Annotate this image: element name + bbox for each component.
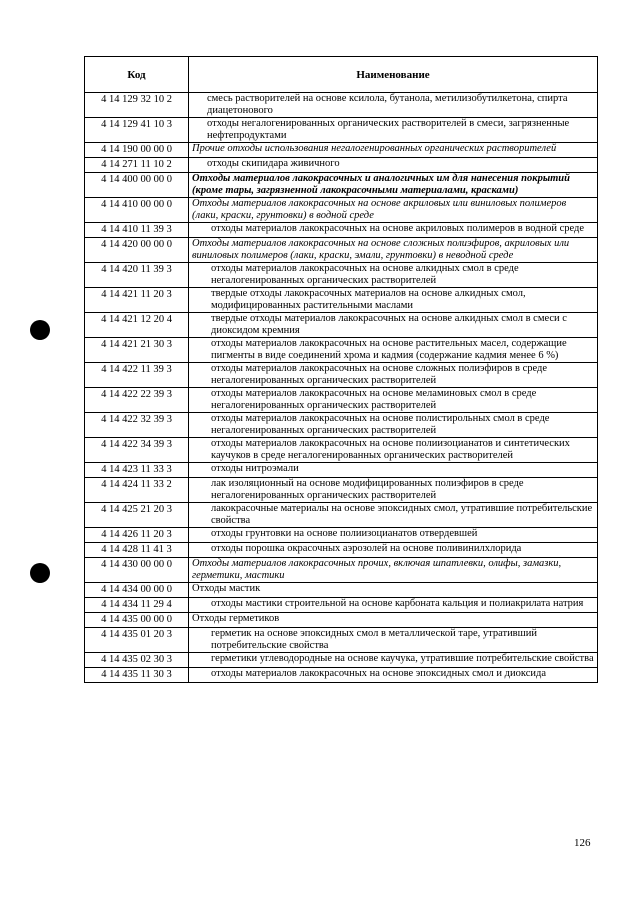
table-row (85, 598, 598, 613)
table-row (85, 463, 598, 478)
waste-name: отходы грунтовки на основе полиизоцианатов отвердевшей (189, 528, 598, 543)
waste-code: 4 14 420 11 39 3 (85, 263, 189, 288)
table-row (85, 158, 598, 173)
waste-code: 4 14 421 11 20 3 (85, 288, 189, 313)
table-row (85, 198, 598, 223)
table-row (85, 338, 598, 363)
page-number: 126 (574, 837, 591, 849)
table-row (85, 118, 598, 143)
waste-name: Отходы материалов лакокрасочных прочих, включая шпатлевки, олифы, замазки, герметики, мастики (189, 558, 598, 583)
waste-code: 4 14 410 00 00 0 (85, 198, 189, 223)
waste-name: отходы нитроэмали (189, 463, 598, 478)
waste-name: отходы материалов лакокрасочных на основе эпоксидных смол и диоксида (189, 668, 598, 683)
table-row (85, 543, 598, 558)
waste-code: 4 14 435 01 20 3 (85, 628, 189, 653)
waste-name: отходы скипидара живичного (189, 158, 598, 173)
table-row (85, 653, 598, 668)
waste-code: 4 14 434 11 29 4 (85, 598, 189, 613)
waste-name: Прочие отходы использования негалогенированных органических растворителей (189, 143, 598, 158)
table-row (85, 613, 598, 628)
table-row (85, 558, 598, 583)
waste-name: Отходы материалов лакокрасочных на основе сложных полиэфиров, акриловых или виниловых полимеров (лаки, краски, эмали, грунтовки) в неводной среде (189, 238, 598, 263)
table-header-row (85, 57, 598, 93)
table-row (85, 438, 598, 463)
waste-name: отходы мастики строительной на основе карбоната кальция и полиакрилата натрия (189, 598, 598, 613)
table-row (85, 528, 598, 543)
code-column-header: Код (85, 57, 189, 93)
table-row (85, 288, 598, 313)
waste-code: 4 14 423 11 33 3 (85, 463, 189, 478)
table-row (85, 668, 598, 683)
waste-code: 4 14 426 11 20 3 (85, 528, 189, 543)
table-row (85, 628, 598, 653)
waste-code: 4 14 424 11 33 2 (85, 478, 189, 503)
waste-name: Отходы материалов лакокрасочных и аналогичных им для нанесения покрытий (кроме тары, загрязненной лакокрасочными материалами, красками) (189, 173, 598, 198)
waste-code: 4 14 422 34 39 3 (85, 438, 189, 463)
punch-hole (30, 320, 50, 340)
waste-code: 4 14 435 00 00 0 (85, 613, 189, 628)
waste-name: отходы материалов лакокрасочных на основе меламиновых смол в среде негалогенированных органических растворителей (189, 388, 598, 413)
waste-name: отходы материалов лакокрасочных на основе растительных масел, содержащие пигменты в виде соединений хрома и кадмия (содержание кадмия менее 6 %) (189, 338, 598, 363)
table-row (85, 583, 598, 598)
waste-code: 4 14 129 32 10 2 (85, 93, 189, 118)
waste-classification-table (84, 56, 598, 683)
waste-code: 4 14 271 11 10 2 (85, 158, 189, 173)
waste-code: 4 14 400 00 00 0 (85, 173, 189, 198)
table-row (85, 478, 598, 503)
table-row (85, 313, 598, 338)
waste-name: Отходы мастик (189, 583, 598, 598)
waste-code: 4 14 420 00 00 0 (85, 238, 189, 263)
waste-name: отходы порошка окрасочных аэрозолей на основе поливинилхлорида (189, 543, 598, 558)
waste-code: 4 14 422 32 39 3 (85, 413, 189, 438)
table-row (85, 388, 598, 413)
waste-code: 4 14 435 02 30 3 (85, 653, 189, 668)
waste-name: Отходы герметиков (189, 613, 598, 628)
waste-name: герметики углеводородные на основе каучука, утратившие потребительские свойства (189, 653, 598, 668)
table-row (85, 223, 598, 238)
waste-name: твердые отходы материалов лакокрасочных на основе алкидных смол в смеси с диоксидом кремния (189, 313, 598, 338)
waste-name: герметик на основе эпоксидных смол в металлической таре, утративший потребительские свойства (189, 628, 598, 653)
punch-hole (30, 563, 50, 583)
table-row (85, 93, 598, 118)
waste-code: 4 14 421 12 20 4 (85, 313, 189, 338)
waste-name: отходы материалов лакокрасочных на основе полистирольных смол в среде негалогенированных органических растворителей (189, 413, 598, 438)
waste-code: 4 14 129 41 10 3 (85, 118, 189, 143)
waste-code: 4 14 410 11 39 3 (85, 223, 189, 238)
waste-code: 4 14 428 11 41 3 (85, 543, 189, 558)
waste-name: смесь растворителей на основе ксилола, бутанола, метилизобутилкетона, спирта диацетонового (189, 93, 598, 118)
table-row (85, 238, 598, 263)
waste-name: отходы материалов лакокрасочных на основе акриловых полимеров в водной среде (189, 223, 598, 238)
waste-name: отходы негалогенированных органических растворителей в смеси, загрязненные нефтепродуктами (189, 118, 598, 143)
waste-code: 4 14 430 00 00 0 (85, 558, 189, 583)
waste-name: твердые отходы лакокрасочных материалов на основе алкидных смол, модифицированных растительными маслами (189, 288, 598, 313)
table-row (85, 503, 598, 528)
waste-name: отходы материалов лакокрасочных на основе сложных полиэфиров в среде негалогенированных органических растворителей (189, 363, 598, 388)
waste-code: 4 14 425 21 20 3 (85, 503, 189, 528)
waste-name: Отходы материалов лакокрасочных на основе акриловых или виниловых полимеров (лаки, краски, грунтовки) в водной среде (189, 198, 598, 223)
waste-code: 4 14 434 00 00 0 (85, 583, 189, 598)
waste-name: лак изоляционный на основе модифицированных полиэфиров в среде негалогенированных органических растворителей (189, 478, 598, 503)
name-column-header: Наименование (189, 57, 598, 93)
waste-code: 4 14 422 11 39 3 (85, 363, 189, 388)
waste-code: 4 14 435 11 30 3 (85, 668, 189, 683)
waste-code: 4 14 422 22 39 3 (85, 388, 189, 413)
waste-code: 4 14 190 00 00 0 (85, 143, 189, 158)
table-row (85, 363, 598, 388)
waste-name: лакокрасочные материалы на основе эпоксидных смол, утратившие потребительские свойства (189, 503, 598, 528)
table-row (85, 173, 598, 198)
table-row (85, 263, 598, 288)
table-row (85, 413, 598, 438)
waste-code: 4 14 421 21 30 3 (85, 338, 189, 363)
table-row (85, 143, 598, 158)
waste-name: отходы материалов лакокрасочных на основе алкидных смол в среде негалогенированных органических растворителей (189, 263, 598, 288)
waste-name: отходы материалов лакокрасочных на основе полиизоцианатов и синтетических каучуков в среде негалогенированных органических растворителей (189, 438, 598, 463)
